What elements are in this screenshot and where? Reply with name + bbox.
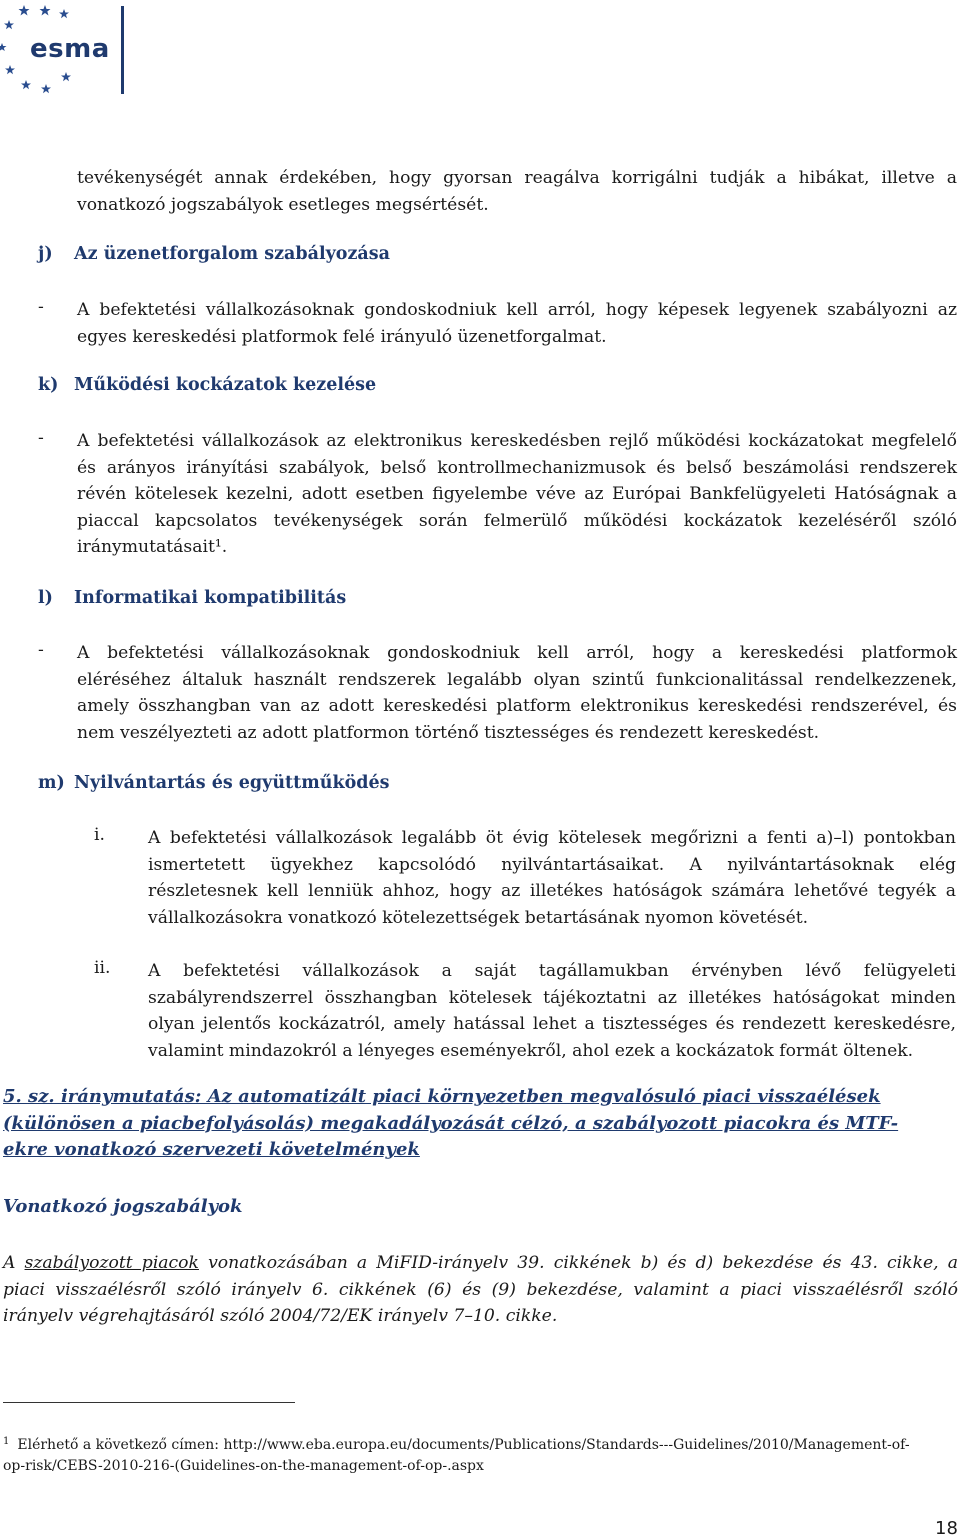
list-number: i. [94, 825, 105, 845]
section-heading-j: j) Az üzenetforgalom szabályozása [38, 244, 390, 264]
text-line: valamint mindazokról a lényeges eseményekről, ahol ezek a kockázatok formát öltenek. [148, 1040, 914, 1061]
bullet-dash: - [38, 640, 44, 660]
list-item [148, 825, 956, 931]
text-line: részletesnek kell lenniük ahhoz, hogy az illetékes hatóságok számára lehetővé tegyék a [148, 881, 956, 902]
section-k-paragraph [77, 428, 957, 561]
text-line: A befektetési vállalkozások a saját tagállamukban érvényben lévő felügyeleti [148, 961, 956, 981]
logo-divider [121, 6, 124, 94]
section-l-paragraph [77, 640, 957, 746]
footnote-separator [3, 1402, 295, 1403]
text-line: egyes kereskedési platformok felé irányuló üzenetforgalmat. [77, 326, 607, 347]
text-line: A szabályozott piacok vonatkozásában a MiFID-irányelv 39. cikkének b) és d) bekezdése és 43. cikke, a [3, 1253, 958, 1273]
text-line: és arányos irányítási szabályok, belső kontrollmechanizmusok és belső beszámolási rendszerek [77, 457, 957, 478]
text-line: szabályrendszerrel összhangban kötelesek tájékoztatni az illetékes hatóságokat minden [148, 987, 956, 1008]
page-number: 18 [935, 1518, 958, 1539]
section-heading-m: m) Nyilvántartás és együttműködés [38, 773, 390, 793]
footnote-line [3, 1435, 953, 1456]
text-line: révén kötelesek kezelni, adott esetben figyelembe véve az Európai Bankfelügyeleti Hatóságnak a [77, 484, 957, 505]
text-line: vonatkozó jogszabályok esetleges megsértését. [77, 194, 489, 215]
list-number: ii. [94, 958, 111, 978]
guideline-heading [3, 1084, 953, 1164]
subheading-related-legislation: Vonatkozó jogszabályok [3, 1196, 243, 1217]
text-line: A befektetési vállalkozások legalább öt évig kötelesek megőrizni a fenti a)–l) pontokban [148, 828, 956, 848]
text-line: tevékenységét annak érdekében, hogy gyorsan reagálva korrigálni tudják a hibákat, illetve a [77, 168, 957, 188]
logo-wordmark: esma [30, 34, 110, 64]
text-line: vállalkozásokra vonatkozó kötelezettségek betartásának nyomon követését. [148, 907, 809, 928]
text-line: A befektetési vállalkozásoknak gondoskodniuk kell arról, hogy a kereskedési platformok [77, 643, 957, 663]
text-line: olyan jelentős kockázatról, amely hatással lehet a tisztességes és rendezett kereskedésre, [148, 1014, 956, 1035]
esma-logo [0, 0, 130, 100]
text-line: irányelv végrehajtásáról szóló 2004/72/EK irányelv 7–10. cikke. [3, 1306, 558, 1327]
footnote-text[interactable]: Elérhető a következő címen: http://www.eba.europa.eu/documents/Publications/Standards---Guidelines/2010/Management-of- [17, 1437, 910, 1453]
bullet-dash: - [38, 428, 44, 448]
text-line: eléréséhez általuk használt rendszerek legalább olyan szintű funkcionalitással rendelkezzenek, [77, 669, 957, 690]
text-line: iránymutatásait¹. [77, 537, 228, 558]
heading-line: ekre vonatkozó szervezeti követelmények [3, 1139, 420, 1161]
text-line: amely összhangban van az adott kereskedési platform elektronikus kereskedési rendszerével, és [77, 696, 957, 717]
heading-line: (különösen a piacbefolyásolás) megakadályozását célzó, a szabályozott piacokra és MTF- [3, 1112, 899, 1134]
heading-line: 5. sz. iránymutatás: Az automatizált piaci környezetben megvalósuló piaci visszaélések [3, 1086, 881, 1107]
regulated-markets-link[interactable]: szabályozott piacok [24, 1253, 199, 1273]
text-line: A befektetési vállalkozásoknak gondoskodniuk kell arról, hogy képesek legyenek szabályozni az [77, 300, 957, 320]
section-j-paragraph [77, 297, 957, 350]
text-line: ismertetett ügyekhez kapcsolódó nyilvántartásaikat. A nyilvántartásoknak elég [148, 854, 956, 875]
text-line: A befektetési vállalkozások az elektronikus kereskedésben rejlő működési kockázatokat megfelelő [77, 431, 957, 451]
text-line: piaccal kapcsolatos tevékenységek során felmerülő működési kockázatok kezeléséről szóló [77, 510, 957, 531]
intro-paragraph [77, 165, 957, 218]
section-heading-k: k) Működési kockázatok kezelése [38, 375, 377, 395]
footnote-number: 1 [3, 1436, 10, 1447]
footnote-line[interactable]: op-risk/CEBS-2010-216-(Guidelines-on-the-management-of-op-.aspx [3, 1458, 484, 1474]
bullet-dash: - [38, 297, 44, 317]
section-heading-l: l) Informatikai kompatibilitás [38, 588, 347, 608]
text-line: piaci visszaélésről szóló irányelv 6. cikkének (6) és (9) bekezdése, valamint a piaci visszaélésről szóló [3, 1279, 958, 1300]
list-item [148, 958, 956, 1064]
footnote [3, 1435, 953, 1477]
related-legislation-paragraph [3, 1250, 958, 1330]
text-line: nem veszélyezteti az adott platformon történő tisztességes és rendezett kereskedést. [77, 722, 820, 743]
